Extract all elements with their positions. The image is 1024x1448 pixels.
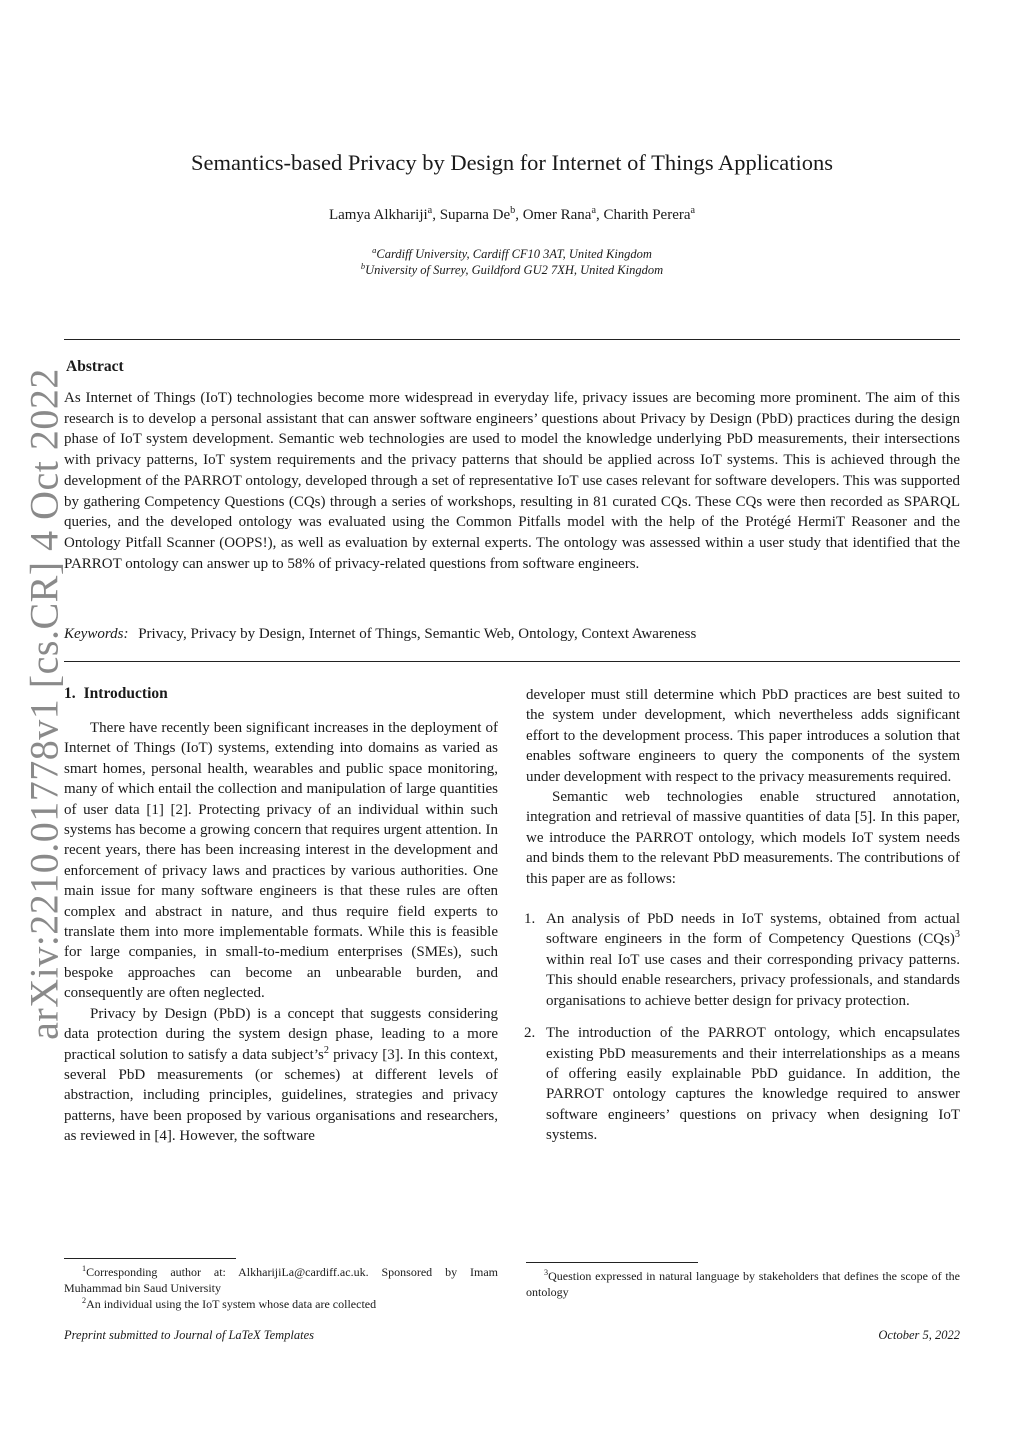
arxiv-identifier: arXiv:2210.01778v1 [cs.CR] 4 Oct 2022 <box>21 368 67 1040</box>
footnote-text: Corresponding author at: AlkharijiLa@cardiff.ac.uk. Sponsored by Imam Muhammad bin Saud University <box>64 1265 498 1295</box>
latex-logo: LaTeX <box>228 1328 261 1342</box>
list-number: 1. <box>524 911 536 928</box>
author-name: Omer Rana <box>522 207 592 223</box>
text-run: An analysis of PbD needs in IoT systems, obtained from actual software engineers in the form of Competency Questions (CQs) <box>546 911 960 948</box>
text-run: The introduction of the PARROT ontology, which encapsulates existing PbD measurements and their interrelationships as a means of offering easily explainable PbD guidance. In addition, the PARROT ontology captures the knowledge required to answer software engineers’ questions on privacy when designing IoT systems. <box>546 1025 960 1144</box>
footnote <box>64 1296 498 1312</box>
abstract-bottom-rule <box>64 661 960 662</box>
affiliation-text: Cardiff University, Cardiff CF10 3AT, United Kingdom <box>376 247 652 261</box>
paper-title: Semantics-based Privacy by Design for Internet of Things Applications <box>191 150 833 175</box>
contributions-list <box>526 909 960 1145</box>
list-number: 2. <box>524 1025 536 1042</box>
affiliation-mark: a <box>372 244 377 255</box>
keywords-text: Privacy, Privacy by Design, Internet of Things, Semantic Web, Ontology, Context Awareness <box>138 626 697 642</box>
footnote-mark: 3 <box>544 1268 549 1277</box>
affiliation-text: University of Surrey, Guildford GU2 7XH, United Kingdom <box>365 263 664 277</box>
keywords-line <box>64 626 960 643</box>
footnote-text: Question expressed in natural language by stakeholders that defines the scope of the ontology <box>526 1269 960 1299</box>
footnote <box>64 1264 498 1296</box>
footnote-rule <box>64 1258 236 1259</box>
author-affiliation-mark: b <box>510 205 516 216</box>
author-name: Charith Perera <box>603 207 691 223</box>
section-title: Introduction <box>83 685 168 702</box>
author-affiliation-mark: a <box>591 205 596 216</box>
section-number: 1. <box>64 685 76 702</box>
footnotes-right <box>526 1268 960 1300</box>
preprint-note <box>64 1328 314 1343</box>
left-column <box>64 718 498 1147</box>
abstract-heading: Abstract <box>66 358 124 375</box>
text-run: within real IoT use cases and their corresponding privacy patterns. This should enable researchers, privacy professionals, and standards organisations to achieve better design for privacy protection. <box>546 951 960 1009</box>
affiliation-mark: b <box>360 260 366 271</box>
body-paragraph <box>64 1004 498 1147</box>
submission-date: October 5, 2022 <box>878 1328 960 1342</box>
body-paragraph: There have recently been significant increases in the deployment of Internet of Things (IoT) systems, extending into domains as varied as smart homes, personal health, wearables and public space monitoring, many of which entail the collection and manipulation of large quantities of user data [1] [2]. Protecting privacy of an individual within such systems has become a growing concern that requires urgent attention. In recent years, there has been increasing interest in the development and enforcement of privacy laws and practices by various authorities. One main issue for many software engineers is that these rules are often complex and abstract in nature, and thus require field experts to translate them into more implementable formats. While this is feasible for large companies, in small-to-medium enterprises (SMEs), such bespoke approaches can become an unbearable burden, and consequently are often neglected. <box>64 720 498 1002</box>
text-run: privacy [3]. In this context, several PbD measurements (or schemes) at different levels of abstraction, including principles, guidelines, strategies and privacy patterns, have been proposed by various organisations and researchers, as reviewed in [4]. However, the software <box>64 1046 498 1145</box>
text-run: Privacy by Design (PbD) is a concept that suggests considering data protection during the system design phase, leading to a more practical solution to satisfy a data subject’s <box>64 1005 498 1063</box>
author-list: Lamya Alkhariji$^a$, Suparna De$^b$, Omer Rana$^a$, Charith Perera$^a$ <box>328 205 696 223</box>
footnote-ref: 2 <box>323 1044 329 1056</box>
body-paragraph: developer must still determine which PbD practices are best suited to the system under development, which nevertheless adds significant effort to the development process. This paper introduces a solution that enables software engineers to query the components of the system under development with respect to the privacy measurements required. <box>526 687 960 785</box>
author-affiliation-mark: a <box>427 205 433 216</box>
author-name: Suparna De <box>439 207 511 223</box>
list-item <box>526 909 960 1011</box>
text-run: Preprint submitted to Journal of <box>64 1328 229 1342</box>
footnote-ref: 3 <box>954 929 960 941</box>
section-heading <box>64 685 176 703</box>
author-affiliation-mark: a <box>690 205 696 216</box>
right-column <box>526 685 960 1158</box>
footnote-mark: 2 <box>82 1296 87 1305</box>
footnote <box>526 1268 960 1300</box>
footnote-mark: 1 <box>82 1264 87 1273</box>
text-run: Templates <box>260 1328 315 1342</box>
affiliation-line <box>0 260 1024 278</box>
abstract-top-rule <box>64 339 960 340</box>
list-item <box>526 1023 960 1145</box>
footnote-text: An individual using the IoT system whose data are collected <box>86 1297 377 1311</box>
author-name: Lamya Alkhariji <box>328 207 428 223</box>
footnotes-left <box>64 1264 498 1312</box>
footnote-rule <box>526 1262 698 1263</box>
affiliation-line <box>0 244 1024 262</box>
body-paragraph: Semantic web technologies enable structured annotation, integration and retrieval of massive quantities of data [5]. In this paper, we introduce the PARROT ontology, which models IoT system needs and binds them to the relevant PbD measurements. The contributions of this paper are as follows: <box>526 789 960 887</box>
keywords-label: Keywords: <box>64 626 129 642</box>
abstract-text: As Internet of Things (IoT) technologies become more widespread in everyday life, privacy issues are becoming more prominent. The aim of this research is to develop a personal assistant that can answer software engineers’ questions about Privacy by Design (PbD) practices during the design phase of IoT system development. Semantic web technologies are used to model the knowledge underlying PbD measurements, their intersections with privacy patterns, IoT system requirements and the privacy patterns that should be applied across IoT systems. This is achieved through the development of the PARROT ontology, developed through a set of representative IoT use cases relevant for software developers. This was supported by gathering Competency Questions (CQs) through a series of workshops, resulting in 81 curated CQs. These CQs were then recorded as SPARQL queries, and the developed ontology was evaluated using the Common Pitfalls model with the help of the Protégé HermiT Reasoner and the Ontology Pitfall Scanner (OOPS!), as well as evaluation by external experts. The ontology was assessed within a user study that identified that the PARROT ontology can answer up to 58% of privacy-related questions from software engineers. <box>64 390 960 572</box>
